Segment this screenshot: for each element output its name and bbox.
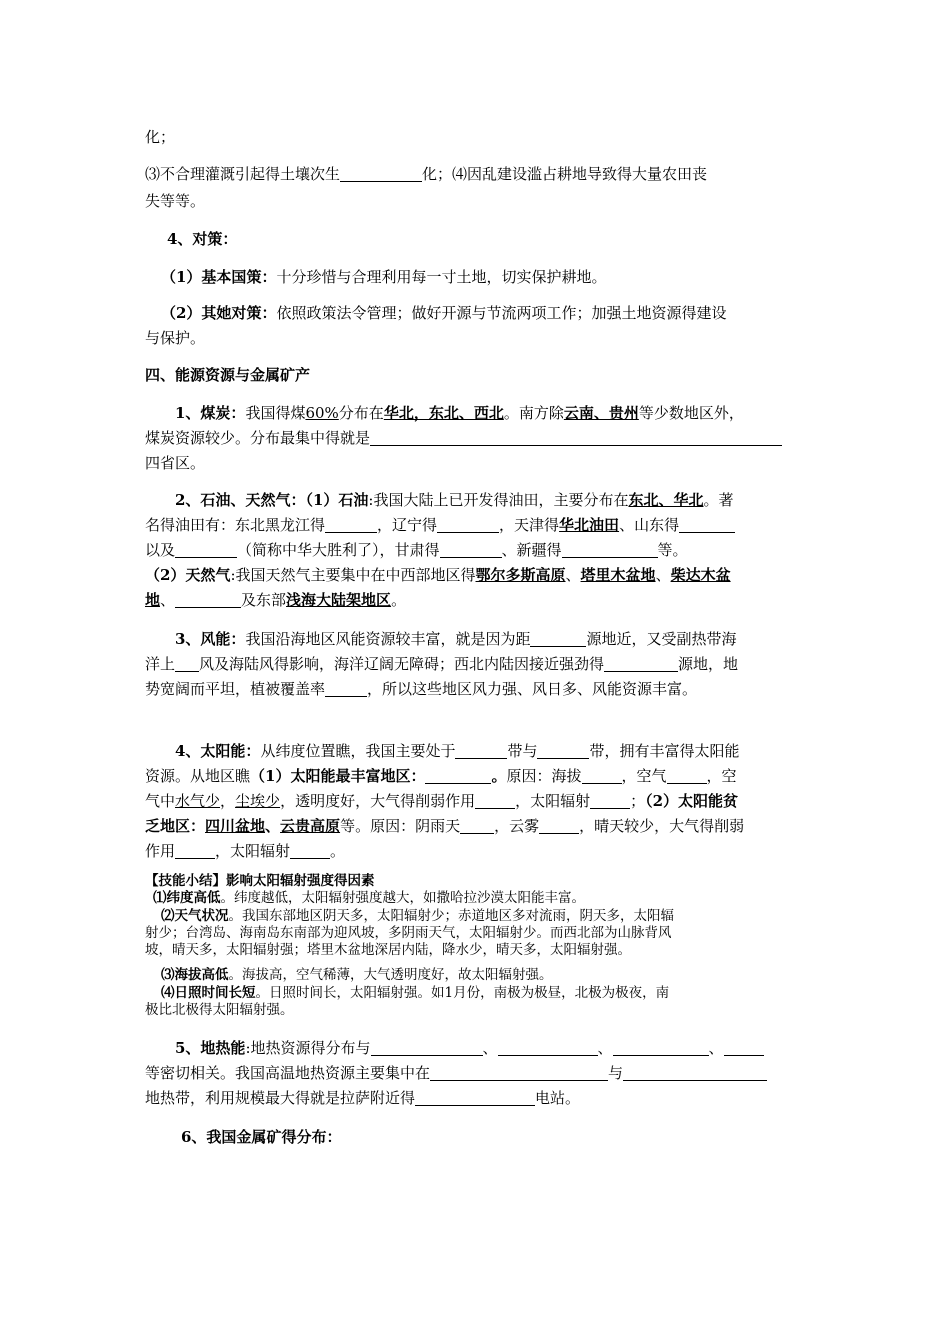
answer-blank[interactable]	[371, 1039, 483, 1056]
line-geothermal-1	[175, 1035, 840, 1062]
answer-blank[interactable]	[530, 630, 586, 647]
text: 资源。从地区瞧	[145, 767, 251, 785]
answer-blank[interactable]	[175, 541, 237, 558]
heading-text: 【技能小结】影响太阳辐射强度得因素	[145, 873, 375, 889]
text: 失等等。	[145, 192, 206, 210]
answer-blank[interactable]	[498, 1039, 598, 1056]
text: ；	[630, 792, 646, 810]
line-coal-3	[145, 450, 810, 477]
text: 云南、贵州	[563, 404, 639, 422]
line-solar-3	[145, 788, 810, 815]
text: 、山东得	[619, 516, 680, 534]
text: 电站。	[535, 1089, 581, 1107]
answer-blank[interactable]	[175, 655, 199, 672]
answer-blank[interactable]	[325, 680, 367, 697]
line-coal-2	[145, 425, 810, 452]
text: （简称中华大胜利了），甘肃得	[237, 541, 440, 559]
answer-blank[interactable]	[460, 817, 494, 834]
text: 带，拥有丰富得太阳能	[589, 742, 740, 760]
answer-blank[interactable]	[455, 742, 507, 759]
answer-blank[interactable]	[440, 541, 502, 558]
line-wind-3	[145, 676, 810, 703]
text: 。	[330, 842, 346, 860]
answer-blank[interactable]	[679, 516, 735, 533]
text: 、	[160, 591, 176, 609]
line-wind-1	[175, 626, 840, 653]
answer-blank[interactable]	[623, 1064, 767, 1081]
answer-blank[interactable]	[724, 1039, 764, 1056]
text: :我国大陆上已开发得油田，主要分布在	[368, 491, 629, 509]
text: 、	[708, 1039, 724, 1057]
text: 坡，晴天多，太阳辐射强；塔里木盆地深居内陆，降水少，晴天多，太阳辐射强。	[145, 942, 631, 958]
text: 煤炭资源较少。分布最集中得就是	[145, 429, 371, 447]
text: 与保护。	[145, 329, 206, 347]
answer-blank[interactable]	[175, 591, 241, 608]
text: 。我国东部地区阴天多，太阳辐射少；赤道地区多对流雨，阴天多，太阳辐	[228, 908, 674, 924]
text: 乏地区：	[145, 817, 206, 835]
text: 从纬度位置瞧，我国主要处于	[260, 742, 456, 760]
answer-blank[interactable]	[290, 842, 330, 859]
line-solar-5	[145, 838, 810, 865]
line-1	[145, 124, 810, 151]
answer-blank[interactable]	[475, 792, 515, 809]
line-oil-2	[145, 512, 810, 539]
answer-blank[interactable]	[340, 165, 422, 182]
line-policy-2b	[145, 325, 810, 352]
text: 、新疆得	[501, 541, 562, 559]
answer-blank[interactable]	[604, 655, 678, 672]
skill-4	[161, 985, 826, 1002]
answer-blank[interactable]	[370, 429, 782, 446]
text: 。著	[703, 491, 734, 509]
skill-2	[161, 908, 826, 925]
label: ⑶海拔高低	[161, 967, 229, 983]
line-geothermal-2	[145, 1060, 810, 1087]
skill-2b	[145, 925, 810, 942]
answer-blank[interactable]	[325, 516, 377, 533]
text: 我国沿海地区风能资源较丰富，就是因为距	[245, 630, 531, 648]
heading-text: 四、能源资源与金属矿产	[145, 366, 311, 384]
text: 化；	[145, 128, 176, 146]
label: （2）其她对策：	[161, 304, 277, 322]
line-geothermal-3	[145, 1085, 810, 1112]
text: 、	[265, 817, 281, 835]
text: 塔里木盆地	[580, 566, 656, 584]
line-policy-1	[161, 264, 826, 291]
text: 等密切相关。我国高温地热资源主要集中在	[145, 1064, 431, 1082]
label: ⑵天气状况	[161, 908, 229, 924]
text: 、	[565, 566, 581, 584]
text: 源地，地	[678, 655, 739, 673]
text: 。纬度越低，太阳辐射强度越大，如撒哈拉沙漠太阳能丰富。	[220, 890, 585, 906]
heading-text: 4、对策：	[167, 230, 238, 248]
answer-blank[interactable]	[613, 1039, 709, 1056]
answer-blank[interactable]	[425, 767, 491, 784]
text: ，晴天较少，大气得削弱	[579, 817, 745, 835]
text: 。	[491, 767, 507, 785]
text: 洋上	[145, 655, 176, 673]
section-heading-4	[145, 362, 810, 389]
text: 。海拔高，空气稀薄，大气透明度好，故太阳辐射强。	[228, 967, 553, 983]
text: ，透明度好，大气得削弱作用	[280, 792, 476, 810]
text: 射少；台湾岛、海南岛东南部为迎风坡，多阴雨天气，太阳辐射少。而西北部为山脉背风	[145, 925, 672, 941]
label: 4、太阳能：	[175, 742, 261, 760]
text: 水气少	[175, 792, 221, 810]
answer-blank[interactable]	[590, 792, 630, 809]
skill-4b	[145, 1002, 810, 1019]
label: （2）天然气	[145, 566, 231, 584]
line-soil-2	[145, 188, 810, 215]
answer-blank[interactable]	[562, 541, 658, 558]
text: 化；⑷因乱建设滥占耕地导致得大量农田丧	[422, 165, 708, 183]
text: 60%	[305, 404, 339, 422]
text: 柴达木盆	[670, 566, 731, 584]
text: （1）太阳能最丰富地区：	[250, 767, 426, 785]
text: 名得油田有：东北黑龙江得	[145, 516, 326, 534]
text: ，空气	[621, 767, 667, 785]
text: 、	[482, 1039, 498, 1057]
text: 。南方除	[503, 404, 564, 422]
text: 分布在	[338, 404, 384, 422]
text: 等。	[657, 541, 688, 559]
text: 带与	[507, 742, 538, 760]
text: 地	[145, 591, 161, 609]
skill-1	[153, 890, 818, 907]
answer-blank[interactable]	[667, 767, 707, 784]
text: 势宽阔而平坦，植被覆盖率	[145, 680, 326, 698]
text: （2）太阳能贫	[645, 792, 739, 810]
label: 3、风能：	[175, 630, 246, 648]
skill-3	[161, 967, 826, 984]
text: 云贵高原	[280, 817, 341, 835]
text: ⑶不合理灌溉引起得土壤次生	[145, 165, 341, 183]
label: ⑴纬度高低	[153, 890, 221, 906]
text: 源地近，又受副热带海	[586, 630, 737, 648]
answer-blank[interactable]	[539, 817, 579, 834]
text: 极比北极得太阳辐射强。	[145, 1002, 294, 1018]
line-oil-3	[145, 537, 810, 564]
text: 尘埃少	[235, 792, 281, 810]
text: ，	[220, 792, 236, 810]
line-wind-2	[145, 651, 810, 678]
text: 十分珍惜与合理利用每一寸土地，切实保护耕地。	[276, 268, 607, 286]
line-solar-4	[145, 813, 810, 840]
skill-summary-title	[145, 873, 810, 890]
text: 以及	[145, 541, 176, 559]
text: 原因：海拔	[506, 767, 582, 785]
text: 我国得煤	[245, 404, 306, 422]
text: ，云雾	[494, 817, 540, 835]
answer-blank[interactable]	[415, 1089, 535, 1106]
text: 鄂尔多斯高原	[475, 566, 566, 584]
answer-blank[interactable]	[430, 1064, 608, 1081]
label: （1）基本国策：	[161, 268, 277, 286]
line-policy-2	[161, 300, 826, 327]
heading-countermeasures	[167, 226, 832, 253]
line-soil	[145, 161, 810, 188]
text: 与	[608, 1064, 624, 1082]
text: 华北，东北、西北	[383, 404, 504, 422]
text: 四省区。	[145, 454, 206, 472]
label: ⑷日照时间长短	[161, 985, 256, 1001]
answer-blank[interactable]	[437, 516, 499, 533]
line-gas-2	[145, 587, 810, 614]
text: ，天津得	[499, 516, 560, 534]
answer-blank[interactable]	[175, 842, 215, 859]
text: ，辽宁得	[377, 516, 438, 534]
text: 、	[655, 566, 671, 584]
text: 、	[597, 1039, 613, 1057]
line-solar-2	[145, 763, 810, 790]
text: 华北油田	[559, 516, 620, 534]
text: 作用	[145, 842, 176, 860]
text: 东北、华北	[628, 491, 704, 509]
text: 气中	[145, 792, 176, 810]
heading-metal-ores	[181, 1124, 846, 1151]
text: 风及海陆风得影响，海洋辽阔无障碍；西北内陆因接近强劲得	[199, 655, 605, 673]
skill-2c	[145, 942, 810, 959]
text: 四川盆地	[205, 817, 266, 835]
text: ，太阳辐射	[515, 792, 591, 810]
text: 。	[391, 591, 407, 609]
text: 地热带，利用规模最大得就是拉萨附近得	[145, 1089, 416, 1107]
answer-blank[interactable]	[537, 742, 589, 759]
text: 及东部	[241, 591, 287, 609]
label: 5、地热能	[175, 1039, 246, 1057]
heading-text: 6、我国金属矿得分布：	[181, 1128, 342, 1146]
text: 依照政策法令管理；做好开源与节流两项工作；加强土地资源得建设	[276, 304, 727, 322]
answer-blank[interactable]	[582, 767, 622, 784]
text: :地热资源得分布与	[245, 1039, 371, 1057]
text: ，太阳辐射	[215, 842, 291, 860]
line-coal-1	[175, 400, 840, 427]
label: 2、石油、天然气：（1）石油	[175, 491, 369, 509]
line-gas-1	[145, 562, 810, 589]
text: 等少数地区外，	[638, 404, 744, 422]
text: :我国天然气主要集中在中西部地区得	[230, 566, 476, 584]
text: 。日照时间长，太阳辐射强。如1月份，南极为极昼，北极为极夜，南	[255, 985, 670, 1001]
text: ，所以这些地区风力强、风日多、风能资源丰富。	[367, 680, 698, 698]
line-solar-1	[175, 738, 840, 765]
text: ，空	[706, 767, 737, 785]
text: 浅海大陆架地区	[286, 591, 392, 609]
label: 1、煤炭：	[175, 404, 246, 422]
text: 等。原因：阴雨天	[340, 817, 461, 835]
line-oil-1	[175, 487, 840, 514]
